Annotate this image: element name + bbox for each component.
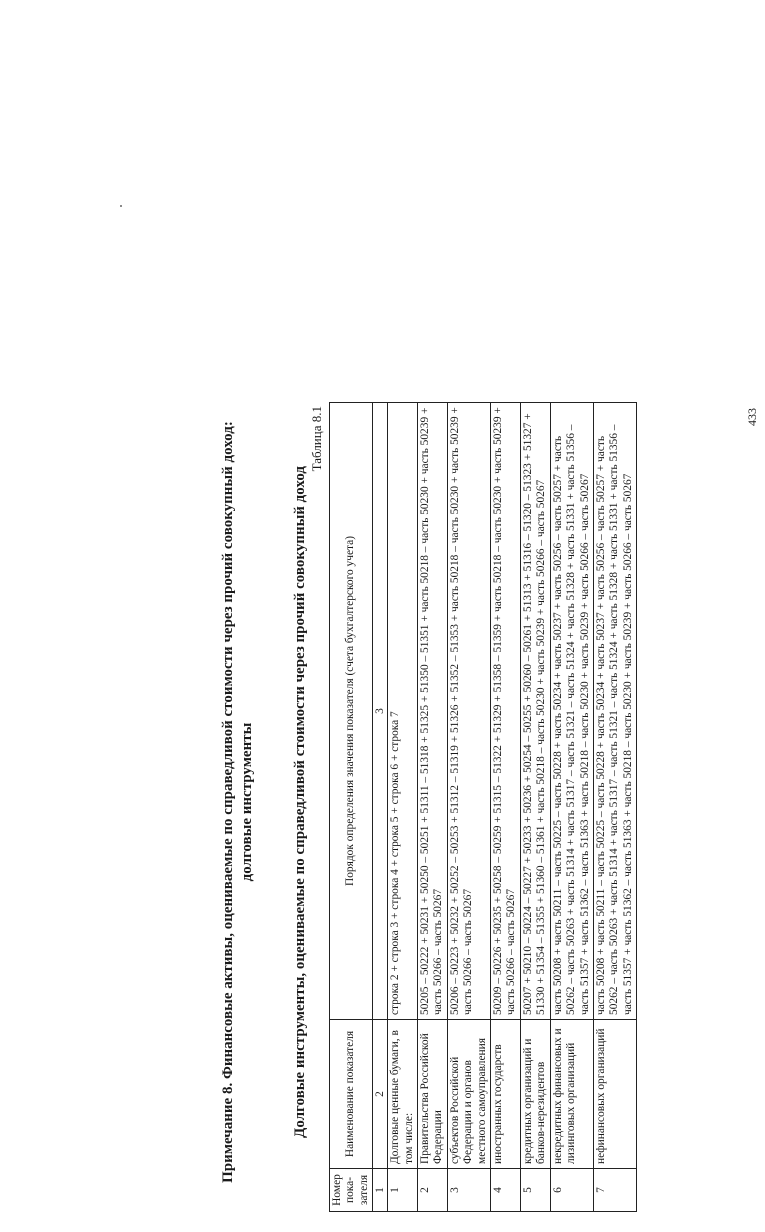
row-number: 6	[550, 1169, 593, 1212]
row-formula: 50205 – 50222 + 50231 + 50250 – 50251 + 51311 – 51318 + 51325 + 51350 – 51351 + часть 50218 – часть 50230 + часть 50239 + часть 50266 – часть 50267	[418, 403, 448, 1020]
column-number-row	[373, 403, 388, 1212]
data-table	[329, 402, 637, 1212]
row-name: иностранных государств	[491, 1020, 521, 1169]
header-row	[330, 403, 373, 1212]
column-number: 1	[373, 1169, 388, 1212]
table-row	[388, 403, 418, 1212]
row-formula: 50207 + 50210 – 50224 – 50227 + 50233 + 50236 + 50254 – 50255 + 50260 – 50261 + 51313 + 51316 – 51320 – 51323 + 51327 + 51330 + 51354 – 51355 + 51360 – 51361 + часть 50218 – часть 50230 + часть 50239 + часть 50266 – часть 50267	[520, 403, 550, 1020]
header-formula: Порядок определения значения показателя (счета бухгалтерского учета)	[330, 403, 373, 1020]
column-number: 3	[373, 403, 388, 1020]
row-formula: часть 50208 + часть 50211 – часть 50225 – часть 50228 + часть 50234 + часть 50237 + часть 50256 – часть 50257 + часть 50262 – часть 50263 + часть 51314 + часть 51317 – часть 51321 – часть 51324 + часть 51328 + часть 51331 + часть 51356 – часть 51357 + часть 51362 – часть 51363 + часть 50218 – часть 50230 + часть 50239 + часть 50266 – часть 50267	[550, 403, 593, 1020]
table-row	[418, 403, 448, 1212]
row-formula: часть 50208 + часть 50211 – часть 50225 – часть 50228 + часть 50234 + часть 50237 + часть 50256 – часть 50257 + часть 50262 – часть 50263 + часть 51314 + часть 51317 – часть 51321 – часть 51324 + часть 51328 + часть 51331 + часть 51356 – часть 51357 + часть 51362 – часть 51363 + часть 50218 – часть 50230 + часть 50239 + часть 50266 – часть 50267	[593, 403, 636, 1020]
page-number: 433	[745, 408, 759, 426]
row-number: 4	[491, 1169, 521, 1212]
row-number: 5	[520, 1169, 550, 1212]
row-name: кредитных организаций и банков-нерезидентов	[520, 1020, 550, 1169]
row-name: Долговые ценные бумаги, в том числе:	[388, 1020, 418, 1169]
table-row	[491, 403, 521, 1212]
rotated-sheet	[205, 382, 765, 1232]
row-number: 7	[593, 1169, 636, 1212]
scan-speck	[120, 205, 122, 207]
row-formula: 50209 – 50226 + 50235 + 50258 – 50259 + 51315 – 51322 + 51329 + 51358 – 51359 + часть 50218 – часть 50230 + часть 50239 + часть 50266 – часть 50267	[491, 403, 521, 1020]
header-name: Наименование показателя	[330, 1020, 373, 1169]
column-number: 2	[373, 1020, 388, 1169]
table-row	[593, 403, 636, 1212]
row-number: 1	[388, 1169, 418, 1212]
table-row	[520, 403, 550, 1212]
row-formula: строка 2 + строка 3 + строка 4 + строка 5 + строка 6 + строка 7	[388, 403, 418, 1020]
header-number: Номер пока-зателя	[330, 1169, 373, 1212]
row-name: нефинансовых организаций	[593, 1020, 636, 1169]
row-name: некредитных финансовых и лизинговых организаций	[550, 1020, 593, 1169]
table-label: Таблица 8.1	[309, 406, 324, 472]
table-row	[447, 403, 490, 1212]
row-name: субъектов Российской Федерации и органов местного самоуправления	[447, 1020, 490, 1169]
row-formula: 50206 – 50223 + 50232 + 50252 – 50253 + 51312 – 51319 + 51326 + 51352 – 51353 + часть 50218 – часть 50230 + часть 50239 + часть 50266 – часть 50267	[447, 403, 490, 1020]
row-number: 3	[447, 1169, 490, 1212]
note-heading: Примечание 8. Финансовые активы, оцениваемые по справедливой стоимости через прочий совокупный доход: долговые инструменты	[220, 421, 255, 1183]
table-row	[550, 403, 593, 1212]
row-name: Правительства Российской Федерации	[418, 1020, 448, 1169]
table-title: Долговые инструменты, оцениваемые по справедливой стоимости через прочий совокупный доход	[292, 466, 308, 1138]
row-number: 2	[418, 1169, 448, 1212]
